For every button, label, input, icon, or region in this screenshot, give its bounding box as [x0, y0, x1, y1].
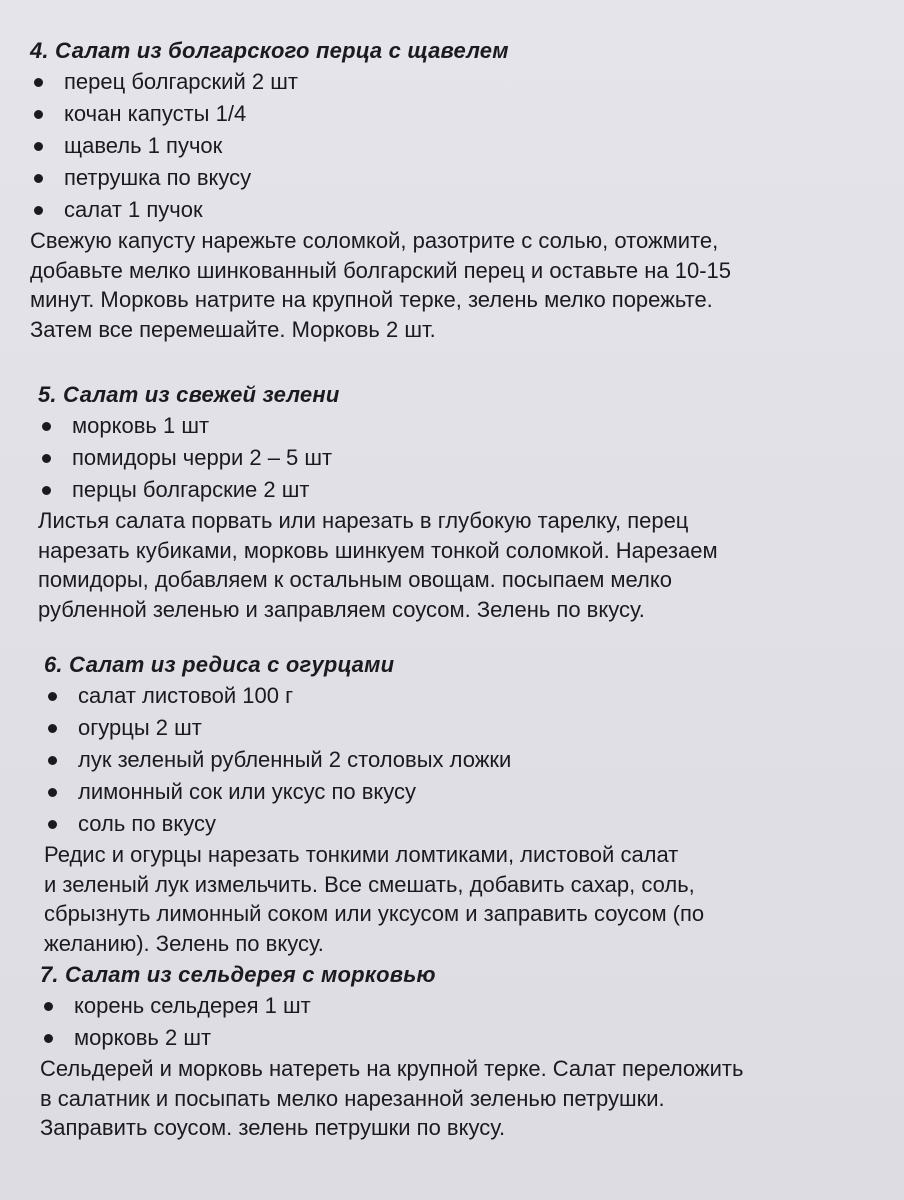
method-line: Сельдерей и морковь натереть на крупной терке. Салат переложить	[40, 1056, 744, 1081]
ingredient-list	[44, 680, 704, 840]
list-item	[40, 1022, 743, 1054]
list-item	[38, 410, 718, 442]
ingredient-text: корень сельдерея 1 шт	[74, 993, 311, 1018]
method-line: сбрызнуть лимонный соком или уксусом и заправить соусом (по	[44, 901, 705, 926]
recipe-title: 5. Салат из свежей зелени	[38, 382, 340, 407]
recipe-7	[40, 960, 743, 1143]
bullet-icon	[44, 1002, 53, 1011]
ingredient-text: перец болгарский 2 шт	[64, 69, 298, 94]
ingredient-text: морковь 1 шт	[72, 413, 210, 438]
method-line: и зеленый лук измельчить. Все смешать, добавить сахар, соль,	[44, 871, 695, 897]
method-line: Заправить соусом. зелень петрушки по вкусу.	[40, 1115, 506, 1140]
list-item	[44, 808, 704, 840]
list-item	[44, 712, 704, 744]
list-item	[30, 194, 731, 226]
recipe-title: 4. Салат из болгарского перца с щавелем	[30, 38, 509, 63]
list-item	[44, 776, 704, 808]
bullet-icon	[44, 1034, 53, 1043]
ingredient-list	[38, 410, 718, 506]
bullet-icon	[48, 788, 57, 797]
ingredient-text: салат 1 пучок	[64, 197, 203, 222]
bullet-icon	[42, 422, 51, 431]
list-item	[40, 990, 743, 1022]
method-line: Свежую капусту нарежьте соломкой, разотрите с солью, отожмите,	[30, 228, 719, 253]
bullet-icon	[42, 454, 51, 463]
method-line: добавьте мелко шинкованный болгарский перец и оставьте на 10-15	[30, 257, 732, 283]
method-line: рубленной зеленью и заправляем соусом. Зелень по вкусу.	[38, 596, 645, 622]
recipe-5	[38, 380, 718, 624]
ingredient-text: салат листовой 100 г	[78, 683, 294, 708]
bullet-icon	[34, 78, 43, 87]
bullet-icon	[34, 174, 43, 183]
list-item	[38, 474, 718, 506]
ingredient-text: перцы болгарские 2 шт	[72, 477, 310, 502]
method-line: нарезать кубиками, морковь шинкуем тонкой соломкой. Нарезаем	[38, 537, 718, 563]
bullet-icon	[48, 724, 57, 733]
method-line: желанию). Зелень по вкусу.	[44, 930, 324, 956]
recipe-4	[30, 36, 731, 344]
method-line: Редис и огурцы нарезать тонкими ломтиками, листовой салат	[44, 842, 679, 867]
bullet-icon	[48, 692, 57, 701]
bullet-icon	[34, 110, 43, 119]
bullet-icon	[48, 820, 57, 829]
ingredient-text: морковь 2 шт	[74, 1025, 212, 1050]
recipe-method	[38, 506, 718, 624]
bullet-icon	[48, 756, 57, 765]
recipe-method	[40, 1054, 743, 1143]
method-line: в салатник и посыпать мелко нарезанной зеленью петрушки.	[40, 1085, 665, 1111]
method-line: минут. Морковь натрите на крупной терке, зелень мелко порежьте.	[30, 287, 713, 312]
ingredient-text: петрушка по вкусу	[64, 165, 252, 190]
ingredient-text: щавель 1 пучок	[64, 133, 223, 158]
list-item	[38, 442, 718, 474]
list-item	[30, 66, 731, 98]
recipe-method	[30, 226, 731, 344]
recipe-title: 6. Салат из редиса с огурцами	[44, 652, 395, 677]
ingredient-text: огурцы 2 шт	[78, 715, 202, 740]
ingredient-list	[40, 990, 743, 1054]
ingredient-text: соль по вкусу	[78, 811, 216, 836]
method-line: помидоры, добавляем к остальным овощам. посыпаем мелко	[38, 567, 673, 592]
recipe-6	[44, 650, 704, 958]
list-item	[30, 130, 731, 162]
bullet-icon	[42, 486, 51, 495]
recipe-title: 7. Салат из сельдерея с морковью	[40, 962, 436, 987]
ingredient-text: кочан капусты 1/4	[64, 101, 247, 126]
bullet-icon	[34, 206, 43, 215]
bullet-icon	[34, 142, 43, 151]
ingredient-text: помидоры черри 2 – 5 шт	[72, 445, 333, 470]
ingredient-text: лук зеленый рубленный 2 столовых ложки	[78, 747, 512, 772]
list-item	[30, 98, 731, 130]
list-item	[44, 744, 704, 776]
ingredient-text: лимонный сок или уксус по вкусу	[78, 779, 417, 804]
method-line: Листья салата порвать или нарезать в глубокую тарелку, перец	[38, 508, 689, 533]
ingredient-list	[30, 66, 731, 226]
method-line: Затем все перемешайте. Морковь 2 шт.	[30, 316, 436, 342]
list-item	[44, 680, 704, 712]
list-item	[30, 162, 731, 194]
recipe-method	[44, 840, 704, 958]
